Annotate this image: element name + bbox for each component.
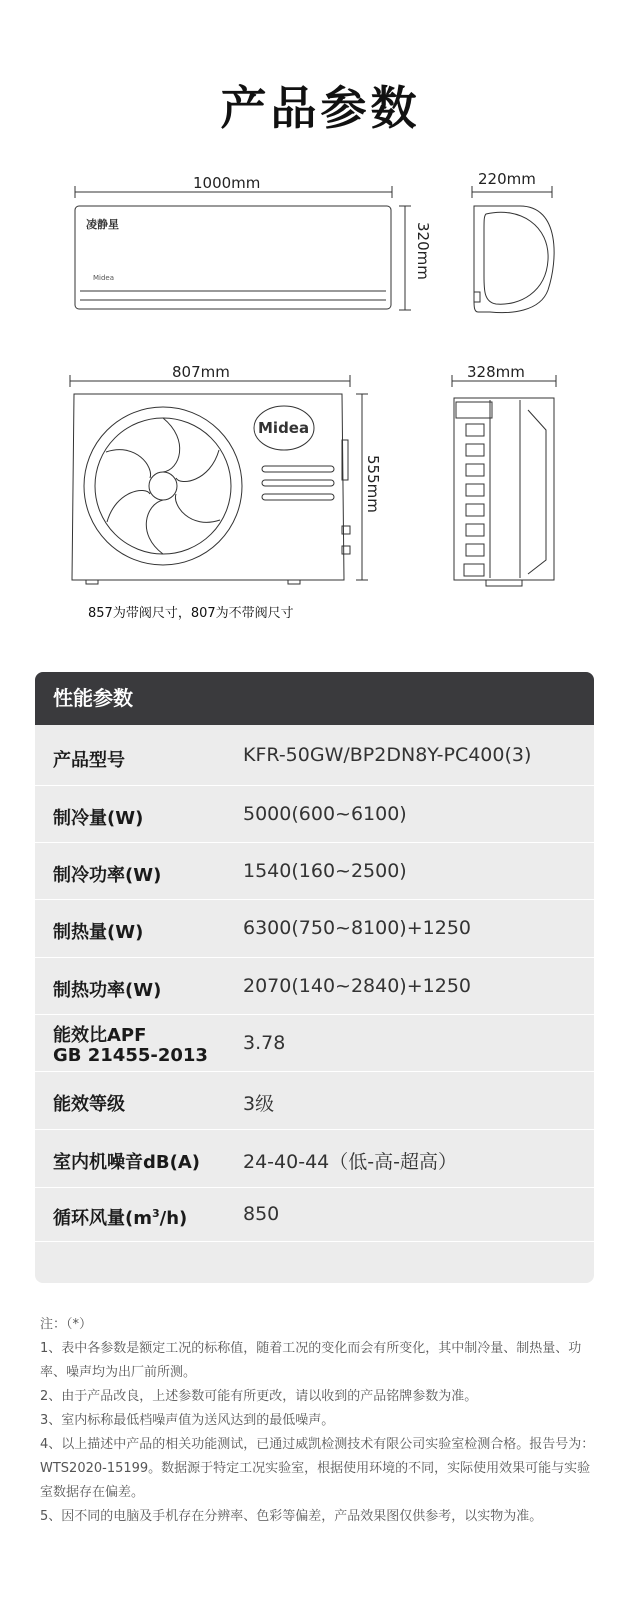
spec-label: 产品型号 bbox=[53, 750, 125, 771]
indoor-unit-side bbox=[474, 206, 554, 313]
outdoor-height-label: 555mm bbox=[364, 455, 382, 513]
spec-label: 制热量(W) bbox=[53, 922, 144, 943]
spec-value: 24-40-44（低-高-超高） bbox=[243, 1151, 457, 1173]
note-item: 2、由于产品改良，上述参数可能有所更改，请以收到的产品铭牌参数为准。 bbox=[40, 1389, 478, 1404]
outdoor-unit-side bbox=[454, 398, 554, 586]
spec-table-header: 性能参数 bbox=[35, 672, 594, 725]
note-item: 3、室内标称最低档噪声值为送风达到的最低噪声。 bbox=[40, 1413, 335, 1428]
indoor-width-label: 1000mm bbox=[193, 174, 261, 192]
spec-value: 1540(160~2500) bbox=[243, 860, 407, 882]
indoor-depth-label: 220mm bbox=[478, 170, 536, 188]
note-item: 4、以上描述中产品的相关功能测试，已通过威凯检测技术有限公司实验室检测合格。报告号为：WTS2020-15199。数据源于特定工况实验室，根据使用环境的不同，实际使用效果可能与实验室数据存在偏差。 bbox=[40, 1437, 595, 1500]
spec-row-heating-capacity bbox=[35, 900, 594, 958]
product-drawings bbox=[0, 0, 641, 640]
spec-label-unit: /h) bbox=[159, 1208, 188, 1229]
spec-row-airflow bbox=[35, 1188, 594, 1242]
note-item: 1、表中各参数是额定工况的标称值，随着工况的变化而会有所变化，其中制冷量、制热量、功率、噪声均为出厂前所测。 bbox=[40, 1341, 582, 1380]
spec-row-model bbox=[35, 725, 594, 786]
spec-value: 6300(750~8100)+1250 bbox=[243, 917, 471, 939]
spec-label: 能效比APF bbox=[53, 1025, 147, 1046]
spec-label: 室内机噪音dB(A) bbox=[53, 1152, 200, 1173]
spec-label-standard: GB 21455-2013 bbox=[53, 1045, 208, 1066]
spec-value: 5000(600~6100) bbox=[243, 803, 407, 825]
spec-label: 制冷量(W) bbox=[53, 808, 144, 829]
indoor-height-label: 320mm bbox=[414, 222, 432, 280]
spec-label-text: 循环风量(m bbox=[53, 1208, 152, 1229]
outdoor-brand-logo: Midea bbox=[258, 419, 310, 437]
indoor-brand: Midea bbox=[93, 274, 115, 282]
spec-table bbox=[35, 672, 594, 1283]
spec-row-indoor-noise bbox=[35, 1130, 594, 1188]
spec-row-cooling-capacity bbox=[35, 786, 594, 843]
spec-label: 能效等级 bbox=[53, 1094, 125, 1115]
spec-label: 制热功率(W) bbox=[53, 980, 162, 1001]
spec-label-superscript: 3 bbox=[151, 1207, 160, 1220]
outdoor-depth-label: 328mm bbox=[467, 363, 525, 381]
spec-row-heating-power bbox=[35, 958, 594, 1015]
spec-label: 制冷功率(W) bbox=[53, 865, 162, 886]
spec-value: 3.78 bbox=[243, 1032, 286, 1054]
spec-value: 2070(140~2840)+1250 bbox=[243, 975, 471, 997]
indoor-unit-front bbox=[75, 206, 391, 309]
spec-value: 850 bbox=[243, 1203, 280, 1225]
indoor-logo: 凌静星 bbox=[86, 218, 119, 231]
page-title: 产品参数 bbox=[220, 81, 421, 135]
spec-row-cooling-power bbox=[35, 843, 594, 900]
outdoor-size-note: 857为带阀尺寸，807为不带阀尺寸 bbox=[88, 606, 294, 621]
spec-row-apf bbox=[35, 1015, 594, 1072]
note-heading: 注：（*） bbox=[40, 1317, 93, 1332]
outdoor-width-label: 807mm bbox=[172, 363, 230, 381]
notes bbox=[40, 1313, 600, 1529]
spec-row-energy-grade bbox=[35, 1072, 594, 1130]
note-item: 5、因不同的电脑及手机存在分辨率、色彩等偏差，产品效果图仅供参考，以实物为准。 bbox=[40, 1509, 543, 1524]
spec-label bbox=[53, 1204, 187, 1230]
spec-value: 3级 bbox=[243, 1093, 275, 1115]
spec-value: KFR-50GW/BP2DN8Y-PC400(3) bbox=[243, 744, 532, 766]
